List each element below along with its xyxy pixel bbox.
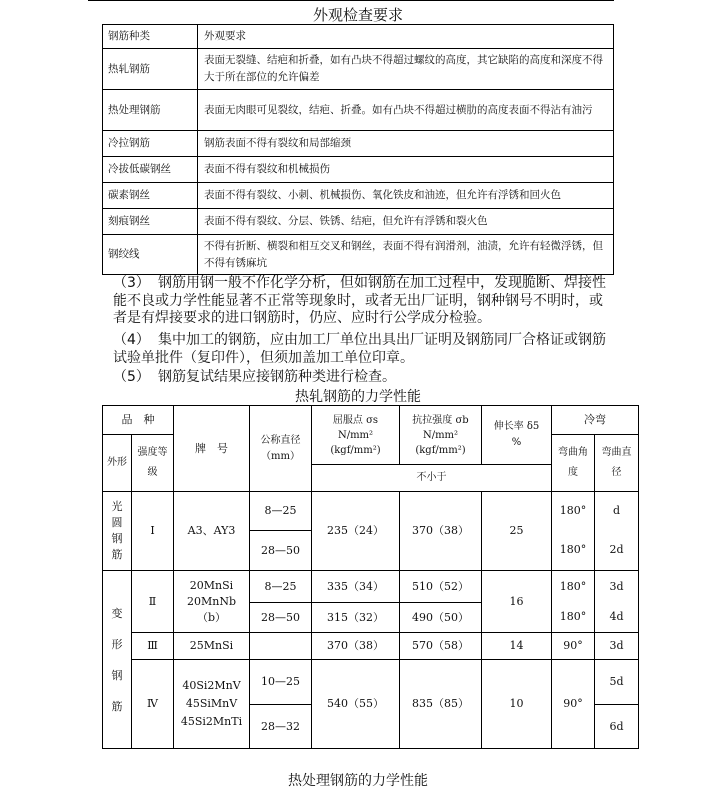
elong-cell: 16 <box>482 571 552 633</box>
tensile-cell: 570（58） <box>400 633 482 660</box>
brand-line: 20MnNb（b） <box>186 594 236 624</box>
yield-cell: 540（55） <box>312 660 400 749</box>
table-row <box>103 235 614 275</box>
bottom-title: 热处理钢筋的力学性能 <box>288 773 428 789</box>
diameter-cell: 28—50 <box>250 531 312 571</box>
shape-deformed <box>103 571 132 749</box>
table-row <box>103 49 614 90</box>
shape-char: 光 <box>111 500 123 513</box>
row-value: 表面无肉眼可见裂纹，结疤、折叠。如有凸块不得超过横肋的高度表面不得沾有油污 <box>198 90 614 131</box>
shape-char: 筋 <box>111 699 123 713</box>
brand-line: 45Si2MnTi <box>180 715 243 728</box>
brand-cell: 25MnSi <box>174 633 250 660</box>
grade-cell: Ⅲ <box>132 633 174 660</box>
elong-cell: 25 <box>482 492 552 571</box>
table-row <box>103 633 639 660</box>
appearance-table <box>102 24 614 275</box>
diameter-cell: 10—25 <box>250 660 312 705</box>
header-bend-angle: 弯曲角度 <box>552 435 595 492</box>
tensile-cell: 370（38） <box>400 492 482 571</box>
shape-char: 圆 <box>111 516 123 529</box>
appearance-title: 外观检查要求 <box>312 6 403 24</box>
diameter-cell: 8—25 <box>250 492 312 531</box>
elong-cell: 10 <box>482 660 552 749</box>
brand-cell <box>174 660 250 749</box>
bend-dia-cell: 5d <box>595 660 639 705</box>
table-row <box>103 571 639 603</box>
row-label: 刻痕钢丝 <box>103 209 198 235</box>
diameter-cell <box>250 633 312 660</box>
paragraph-3 <box>113 275 613 328</box>
paragraph-4 <box>113 332 613 367</box>
header-diameter: 公称直径（mm） <box>250 406 312 492</box>
yield-cell: 315（32） <box>312 603 400 633</box>
tensile-unit: N/mm² <box>422 429 459 441</box>
bend-dia-cell: d <box>595 492 639 531</box>
row-value: 不得有折断、横裂和相互交叉和钢丝，表面不得有润滑剂，油渍，允许有轻微浮锈，但不得有锈麻坑 <box>198 235 614 275</box>
row-label: 冷拉钢筋 <box>103 131 198 157</box>
shape-char: 钢 <box>111 668 123 682</box>
row-label: 碳素钢丝 <box>103 183 198 209</box>
table-row <box>103 90 614 131</box>
elong-label: 伸长率 δ5 <box>493 421 540 432</box>
row-value: 表面无裂缝、结疤和折叠，如有凸块不得超过螺纹的高度，其它缺陷的高度和深度不得大于所在部位的允许偏差 <box>198 49 614 90</box>
table-row <box>103 131 614 157</box>
header-shape: 外形 <box>103 435 132 492</box>
shape-char: 变 <box>111 606 123 620</box>
header-bend-diameter: 弯曲直径 <box>595 435 639 492</box>
shape-char: 钢 <box>111 532 123 545</box>
row-value: 钢筋表面不得有裂纹和局部缩颈 <box>198 131 614 157</box>
grade-cell: Ⅱ <box>132 571 174 633</box>
yield-unit: N/mm² <box>337 429 374 441</box>
header-yield <box>312 406 400 465</box>
table-row <box>103 492 639 531</box>
table-row <box>103 660 639 705</box>
yield-cell: 335（34） <box>312 571 400 603</box>
tensile-kgf: (kgf/mm²) <box>415 444 466 456</box>
paragraph-number: （3） <box>113 275 150 291</box>
header-not-less: 不小于 <box>312 465 552 492</box>
paragraph-5 <box>113 369 613 387</box>
diameter-cell: 8—25 <box>250 571 312 603</box>
brand-line: 40Si2MnV <box>182 679 241 692</box>
row-value: 表面不得有裂纹、小刺、机械损伤、氧化铁皮和油迹，但允许有浮锈和回火色 <box>198 183 614 209</box>
bend-angle-cell: 180° <box>552 603 595 633</box>
paragraph-text: 钢筋用钢一般不作化学分析，但如钢筋在加工过程中，发现脆断、焊接性能不良或力学性能显著不正常等现象时，或者无出厂证明，钢种钢号不明时，或者是有焊接要求的进口钢筋时，仍应、应时行公学成分检验。 <box>113 275 606 326</box>
diameter-cell: 28—32 <box>250 705 312 749</box>
yield-kgf: (kgf/mm²) <box>330 444 381 456</box>
header-bend: 冷弯 <box>552 406 639 435</box>
tensile-cell: 490（50） <box>400 603 482 633</box>
row-value: 表面不得有裂纹、分层、铁锈、结疤，但允许有浮锈和裂火色 <box>198 209 614 235</box>
bend-dia-cell: 3d <box>595 633 639 660</box>
table-row <box>103 209 614 235</box>
header-brand: 牌 号 <box>174 406 250 492</box>
bend-angle-cell: 90° <box>552 660 595 749</box>
paragraph-text: 集中加工的钢筋，应由加工厂单位出具出厂证明及钢筋同厂合格证或钢筋试验单批件（复印件），但须加盖加工单位印章。 <box>113 332 606 366</box>
header-variety: 品 种 <box>103 406 174 435</box>
elong-unit: % <box>511 437 522 448</box>
shape-char: 筋 <box>111 548 123 561</box>
header-tensile <box>400 406 482 465</box>
brand-line: 45SiMnV <box>185 697 238 710</box>
header-elongation <box>482 406 552 465</box>
header-cell: 钢筋种类 <box>103 25 198 49</box>
shape-char: 形 <box>111 637 123 651</box>
brand-cell: A3、AY3 <box>174 492 250 571</box>
row-label: 热处理钢筋 <box>103 90 198 131</box>
paragraph-text: 钢筋复试结果应接钢筋种类进行检查。 <box>158 369 396 385</box>
row-label: 钢绞线 <box>103 235 198 275</box>
table-row <box>103 25 614 49</box>
bend-dia-cell: 2d <box>595 531 639 571</box>
yield-cell: 235（24） <box>312 492 400 571</box>
bend-angle-cell: 180° <box>552 492 595 531</box>
tensile-cell: 510（52） <box>400 571 482 603</box>
table-row <box>103 406 639 435</box>
table-row <box>103 183 614 209</box>
bend-angle-cell: 180° <box>552 531 595 571</box>
grade-cell: Ⅳ <box>132 660 174 749</box>
mech-table <box>102 405 639 749</box>
bend-dia-cell: 6d <box>595 705 639 749</box>
bend-dia-cell: 3d <box>595 571 639 603</box>
paragraph-number: （5） <box>113 369 150 385</box>
row-value: 表面不得有裂纹和机械损伤 <box>198 157 614 183</box>
tensile-cell: 835（85） <box>400 660 482 749</box>
grade-cell: Ⅰ <box>132 492 174 571</box>
yield-cell: 370（38） <box>312 633 400 660</box>
header-grade: 强度等级 <box>132 435 174 492</box>
row-label: 热轧钢筋 <box>103 49 198 90</box>
yield-label: 屈服点 σs <box>332 414 379 426</box>
bend-dia-cell: 4d <box>595 603 639 633</box>
mech-title: 热轧钢筋的力学性能 <box>295 389 421 405</box>
top-rule <box>88 0 614 1</box>
brand-line: 20MnSi <box>189 578 234 592</box>
row-label: 冷拔低碳钢丝 <box>103 157 198 183</box>
diameter-cell: 28—50 <box>250 603 312 633</box>
shape-round <box>103 492 132 571</box>
tensile-label: 抗拉强度 σb <box>412 414 469 426</box>
brand-cell <box>174 571 250 633</box>
paragraph-number: （4） <box>113 332 150 348</box>
bend-angle-cell: 90° <box>552 633 595 660</box>
elong-cell: 14 <box>482 633 552 660</box>
bend-angle-cell: 180° <box>552 571 595 603</box>
table-row <box>103 157 614 183</box>
header-cell: 外观要求 <box>198 25 614 49</box>
